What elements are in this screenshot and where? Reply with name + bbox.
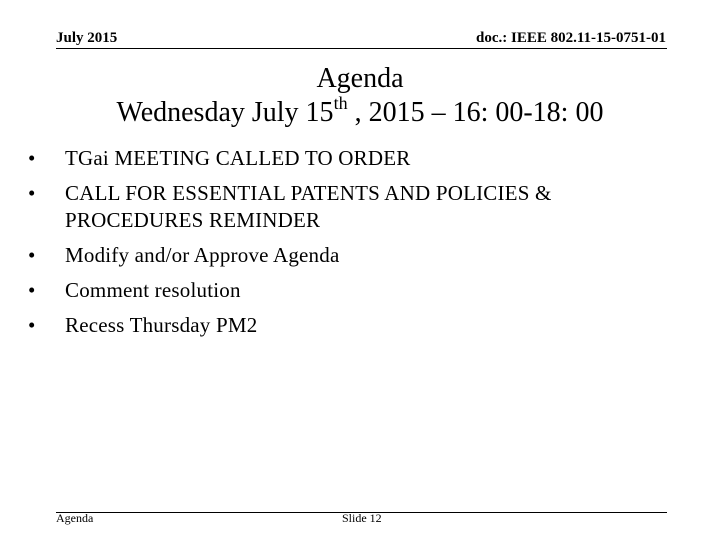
agenda-item-text: TGai MEETING CALLED TO ORDER	[65, 146, 411, 170]
agenda-item	[28, 312, 688, 339]
agenda-item	[28, 180, 688, 234]
slide-number: Slide 12	[342, 511, 382, 525]
bullet-icon: •	[28, 278, 36, 302]
title-line-2-main: Wednesday July 15	[116, 97, 334, 128]
agenda-item	[28, 242, 688, 269]
title-line-1: Agenda	[316, 63, 404, 94]
agenda-item	[28, 145, 688, 172]
agenda-item-text: Recess Thursday PM2	[65, 313, 258, 337]
bullet-icon: •	[28, 181, 36, 205]
agenda-item-text: Modify and/or Approve Agenda	[65, 243, 340, 267]
agenda-item-text: Comment resolution	[65, 278, 241, 302]
slide-title	[0, 62, 720, 130]
agenda-item	[28, 277, 688, 304]
title-line-2-time: , 2015 – 16: 00-18: 00	[347, 97, 604, 128]
agenda-item-text: CALL FOR ESSENTIAL PATENTS AND POLICIES & PROCEDURES REMINDER	[65, 181, 552, 232]
agenda-list	[28, 145, 688, 347]
title-ordinal-suffix: th	[333, 92, 348, 113]
bullet-icon: •	[28, 313, 36, 337]
title-line-2	[0, 92, 720, 130]
bullet-icon: •	[28, 146, 36, 170]
footer-label: Agenda	[56, 511, 94, 525]
header-date: July 2015	[56, 30, 118, 46]
bullet-icon: •	[28, 243, 36, 267]
header-divider	[56, 48, 667, 49]
header-doc-id: doc.: IEEE 802.11-15-0751-01	[475, 30, 666, 46]
